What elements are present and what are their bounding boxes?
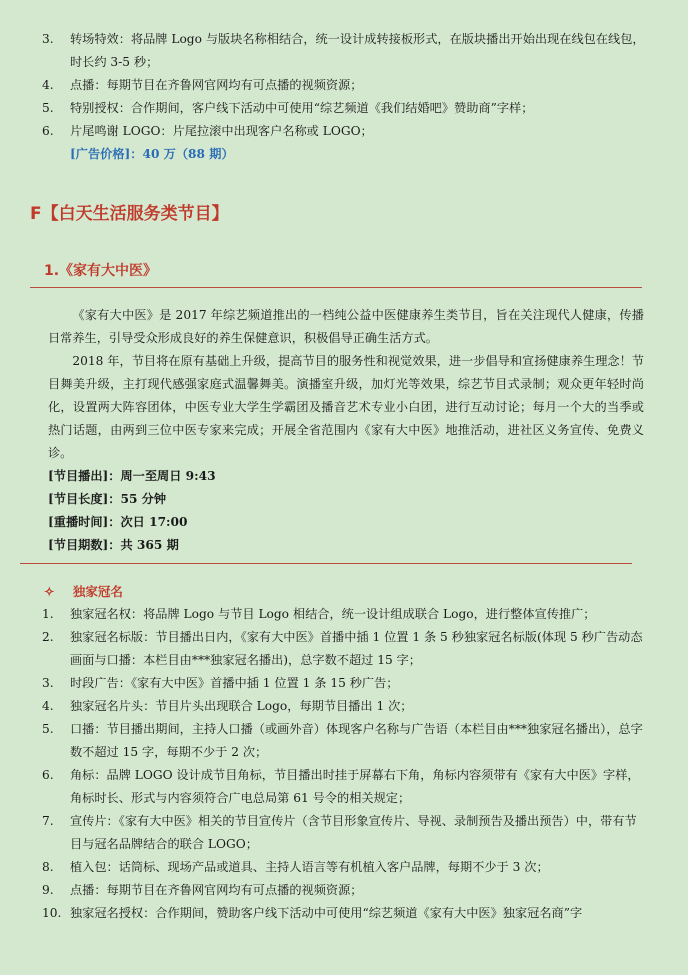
program-length: [节目长度]：55 分钟 — [48, 492, 167, 506]
list-item — [42, 764, 648, 810]
exclusive-list — [42, 603, 648, 925]
list-text: 点播：每期节目在齐鲁网官网均有可点播的视频资源； — [70, 883, 363, 897]
list-item — [42, 603, 648, 626]
list-item — [42, 810, 648, 856]
list-item — [42, 28, 648, 74]
list-text: 独家冠名片头：节目片头出现联合 Logo，每期节目播出 1 次； — [70, 699, 413, 713]
top-list — [42, 28, 648, 166]
list-item — [42, 902, 648, 925]
list-text: 独家冠名权：将品牌 Logo 与节目 Logo 相结合，统一设计组成联合 Logo，进行整体宣传推广； — [70, 607, 596, 621]
intro-paragraph: 《家有大中医》是 2017 年综艺频道推出的一档纯公益中医健康养生类节目，旨在关注现代人健康，传播日常养生，引导受众形成良好的养生保健意识，积极倡导正确生活方式。 — [48, 308, 644, 345]
list-number: 1. — [42, 607, 54, 621]
list-number: 3. — [42, 676, 54, 690]
list-number: 6. — [42, 768, 54, 782]
list-number: 5. — [42, 101, 54, 115]
program-title: 1.《家有大中医》 — [44, 263, 158, 279]
list-item — [42, 879, 648, 902]
list-item — [42, 718, 648, 764]
rerun-time: [重播时间]：次日 17:00 — [48, 515, 188, 529]
list-number: 3. — [42, 32, 54, 46]
list-number: 5. — [42, 722, 54, 736]
list-text: 特别授权：合作期间，客户线下活动中可使用“综艺频道《我们结婚吧》赞助商”字样； — [70, 101, 534, 115]
list-text: 转场特效：将品牌 Logo 与版块名称相结合，统一设计成转接板形式，在版块播出开始出现在线包在线包，时长约 3-5 秒； — [70, 32, 645, 69]
list-item — [42, 74, 648, 97]
list-number: 10. — [42, 906, 62, 920]
list-text: 植入包：话筒标、现场产品或道具、主持人语言等有机植入客户品牌，每期不少于 3 次； — [70, 860, 549, 874]
list-number: 4. — [42, 699, 54, 713]
list-text: 独家冠名授权：合作期间，赞助客户线下活动中可使用“综艺频道《家有大中医》独家冠名商”字 — [70, 906, 583, 920]
list-item — [42, 626, 648, 672]
list-text: 时段广告：《家有大中医》首播中插 1 位置 1 条 15 秒广告； — [70, 676, 399, 690]
exclusive-heading — [44, 580, 123, 603]
diamond-icon: ✧ — [44, 584, 55, 599]
episode-count: [节目期数]：共 365 期 — [48, 538, 179, 552]
list-item — [42, 695, 648, 718]
list-text: 角标：品牌 LOGO 设计成节目角标，节目播出时挂于屏幕右下角，角标内容须带有《家有大中医》字样，角标时长、形式与内容须符合广电总局第 61 号令的相关规定； — [70, 768, 640, 805]
list-text: 口播：节目播出期间，主持人口播（或画外音）体现客户名称与广告语（本栏目由***独家冠名播出），总字数不超过 15 字，每期不少于 2 次； — [70, 722, 643, 759]
list-number: 8. — [42, 860, 54, 874]
list-text: 点播：每期节目在齐鲁网官网均有可点播的视频资源； — [70, 78, 363, 92]
list-item — [42, 856, 648, 879]
list-number: 9. — [42, 883, 54, 897]
divider — [30, 287, 642, 288]
broadcast-time: [节目播出]：周一至周日 9:43 — [48, 469, 216, 483]
list-number: 4. — [42, 78, 54, 92]
list-item — [42, 120, 648, 143]
list-item — [42, 97, 648, 120]
list-text: 片尾鸣谢 LOGO：片尾拉滚中出现客户名称或 LOGO； — [70, 124, 373, 138]
exclusive-title: 独家冠名 — [72, 584, 123, 599]
list-item — [42, 672, 648, 695]
divider — [20, 563, 632, 564]
list-text: 独家冠名标版：节目播出日内，《家有大中医》首播中插 1 位置 1 条 5 秒独家冠名标版(体现 5 秒广告动态画面与口播：本栏目由***独家冠名播出)，总字数不超过 15 字； — [70, 630, 643, 667]
list-number: 2. — [42, 630, 54, 644]
upgrade-paragraph: 2018 年，节目将在原有基础上升级，提高节目的服务性和视觉效果，进一步倡导和宣扬健康养生理念！节目舞美升级，主打现代感强家庭式温馨舞美。演播室升级，加灯光等效果，综艺节目式录制；观众更年轻时尚化，设置两大阵容团体，中医专业大学生学霸团及播音艺术专业小白团，进行互动讨论；每月一个大的当季或热门话题，由两到三位中医专家来完成；开展全省范围内《家有大中医》地推活动，进社区义务宣传、免费义诊。 — [48, 354, 644, 460]
list-number: 7. — [42, 814, 54, 828]
list-number: 6. — [42, 124, 54, 138]
ad-price: [广告价格]：40 万（88 期） — [70, 147, 234, 161]
section-title: F【白天生活服务类节目】 — [30, 204, 229, 224]
list-text: 宣传片：《家有大中医》相关的节目宣传片（含节目形象宣传片、导视、录制预告及播出预告）中，带有节目与冠名品牌结合的联合 LOGO； — [70, 814, 637, 851]
